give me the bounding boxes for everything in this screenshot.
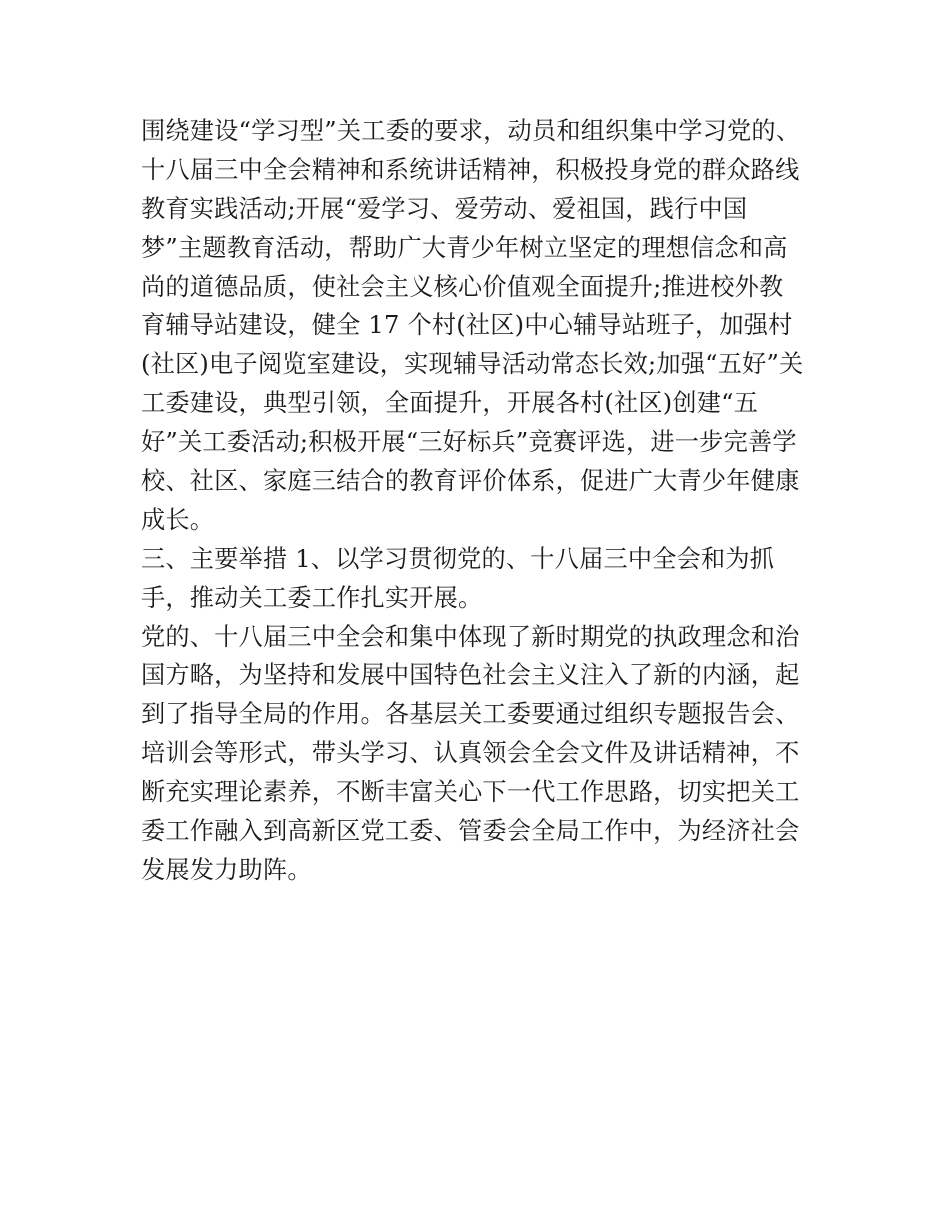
text-line: 育辅导站建设，健全 17 个村(社区)中心辅导站班子，加强村 [141,311,793,340]
text-line: 党的、十八届三中全会和集中体现了新时期党的执政理念和治 [141,622,800,651]
text-line: 教育实践活动;开展“爱学习、爱劳动、爱祖国，践行中国 [141,194,748,223]
body-text [141,112,821,890]
text-line: 工委建设，典型引领，全面提升，开展各村(社区)创建“五 [141,389,759,418]
text-line: 围绕建设“学习型”关工委的要求，动员和组织集中学习党的、 [141,117,801,145]
text-line: 国方略，为坚持和发展中国特色社会主义注入了新的内涵，起 [141,661,800,690]
text-line: 成长。 [141,505,215,534]
text-line: 断充实理论素养，不断丰富关心下一代工作思路，切实把关工 [141,778,800,807]
text-line: 十八届三中全会精神和系统讲话精神，积极投身党的群众路线 [141,155,800,184]
text-line: 培训会等形式，带头学习、认真领会全会文件及讲话精神，不 [141,739,800,768]
text-line: (社区)电子阅览室建设，实现辅导活动常态长效;加强“五好”关 [141,350,804,379]
text-line: 到了指导全局的作用。各基层关工委要通过组织专题报告会、 [141,700,800,729]
text-line: 尚的道德品质，使社会主义核心价值观全面提升;推进校外教 [141,272,784,301]
text-line: 好”关工委活动;积极开展“三好标兵”竞赛评选，进一步完善学 [141,428,797,457]
text-line: 发展发力助阵。 [141,855,312,884]
text-line: 梦”主题教育活动，帮助广大青少年树立坚定的理想信念和高 [141,233,788,262]
section-heading-line: 三、主要举措 1、以学习贯彻党的、十八届三中全会和为抓 [141,544,775,573]
text-line: 校、社区、家庭三结合的教育评价体系，促进广大青少年健康 [141,467,800,496]
text-line: 委工作融入到高新区党工委、管委会全局工作中，为经济社会 [141,817,800,846]
section-heading-line: 手，推动关工委工作扎实开展。 [141,583,483,612]
